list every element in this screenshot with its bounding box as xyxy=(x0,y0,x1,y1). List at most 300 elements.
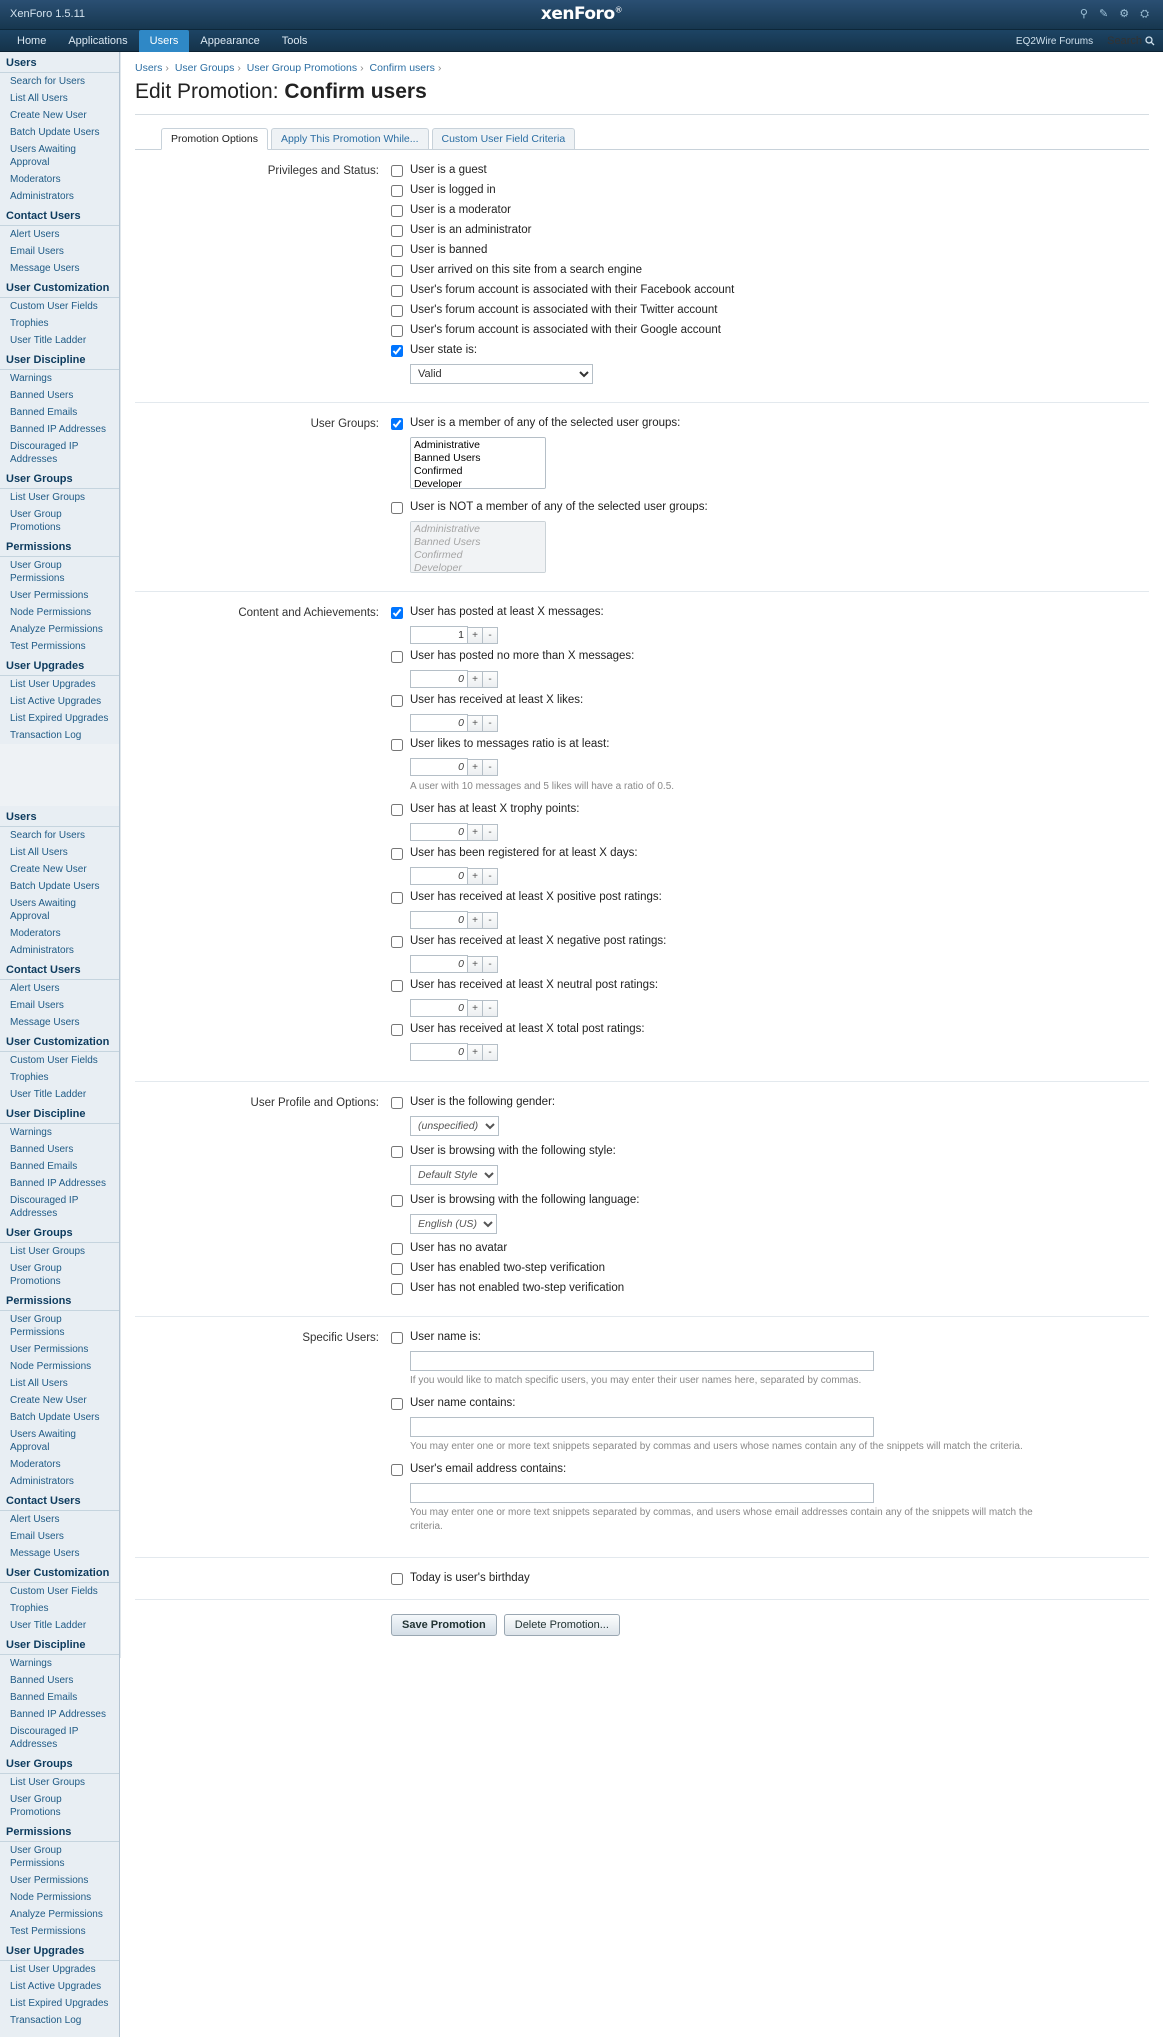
sidebar-group-1 xyxy=(0,52,119,744)
checkbox-posted-no-more-than[interactable] xyxy=(391,651,403,663)
delete-promotion-button[interactable]: Delete Promotion... xyxy=(504,1614,620,1636)
label-received-likes[interactable]: User has received at least X likes: xyxy=(410,694,584,706)
list-item xyxy=(0,1158,119,1175)
input-negative-ratings[interactable] xyxy=(410,955,468,973)
checkbox-style[interactable] xyxy=(391,1146,403,1158)
breadcrumb-sep: › xyxy=(437,62,442,74)
sidebar2-item-analyze-permissions-b[interactable]: Analyze Permissions xyxy=(10,1909,103,1920)
checkbox-row-neutral-ratings[interactable] xyxy=(391,979,1149,992)
breadcrumb-user-groups[interactable]: User Groups xyxy=(174,62,235,74)
sidebar2-item-administrators-b[interactable]: Administrators xyxy=(10,1476,74,1487)
sidebar2-item-node-permissions[interactable]: Node Permissions xyxy=(10,1361,92,1372)
checkbox-row-user-is-guest[interactable] xyxy=(391,164,1149,177)
list-item xyxy=(0,1995,119,2012)
sidebar-item-trophies[interactable]: Trophies xyxy=(10,318,49,329)
sidebar-item-search-for-users[interactable]: Search for Users xyxy=(10,76,86,87)
sidebar2-item-banned-ip-addresses[interactable]: Banned IP Addresses xyxy=(10,1178,106,1189)
checkbox-row-user-name-is[interactable] xyxy=(391,1331,1149,1344)
stepper-plus-posted-no-more-than[interactable]: + xyxy=(468,671,483,688)
section-content-and-achievements xyxy=(135,592,1149,1082)
list-item xyxy=(0,844,119,861)
label-no-avatar[interactable]: User has no avatar xyxy=(410,1242,508,1254)
sidebar-item-test-permissions[interactable]: Test Permissions xyxy=(10,641,86,652)
checkbox-row-user-name-contains[interactable] xyxy=(391,1397,1149,1410)
sidebar2-item-warnings[interactable]: Warnings xyxy=(10,1127,52,1138)
stepper-plus-trophy-points[interactable]: + xyxy=(468,824,483,841)
label-negative-ratings[interactable]: User has received at least X negative post ratings: xyxy=(410,935,667,947)
checkbox-row-no-avatar[interactable] xyxy=(391,1242,1149,1255)
sidebar-item-user-group-permissions[interactable]: User Group Permissions xyxy=(10,560,65,584)
checkbox-arrived-from-search-engine[interactable] xyxy=(391,265,403,277)
nav-item-applications[interactable]: Applications xyxy=(68,35,128,47)
checkbox-user-is-banned[interactable] xyxy=(391,245,403,257)
sidebar-item-moderators[interactable]: Moderators xyxy=(10,174,61,185)
checkbox-negative-ratings[interactable] xyxy=(391,936,403,948)
sidebar-list xyxy=(0,1655,119,1753)
label-arrived-from-search-engine[interactable]: User arrived on this site from a search engine xyxy=(410,264,643,276)
profile-options xyxy=(391,1096,1149,1302)
checkbox-row-tfa-enabled[interactable] xyxy=(391,1262,1149,1275)
sidebar2-item-list-user-groups[interactable]: List User Groups xyxy=(10,1246,86,1257)
stepper-negative-ratings xyxy=(410,955,1149,973)
sidebar2-item-list-all-users[interactable]: List All Users xyxy=(10,847,68,858)
sidebar2-item-email-users[interactable]: Email Users xyxy=(10,1000,64,1011)
stepper-minus-total-ratings[interactable]: - xyxy=(483,1044,498,1061)
sidebar2-item-create-new-user-b[interactable]: Create New User xyxy=(10,1395,87,1406)
section-privileges-and-status xyxy=(135,150,1149,403)
sidebar2-item-trophies-b[interactable]: Trophies xyxy=(10,1603,49,1614)
input-neutral-ratings[interactable] xyxy=(410,999,468,1017)
checkbox-likes-ratio[interactable] xyxy=(391,739,403,751)
label-positive-ratings[interactable]: User has received at least X positive post ratings: xyxy=(410,891,662,903)
list-item xyxy=(0,1906,119,1923)
checkbox-row-arrived-from-search-engine[interactable] xyxy=(391,264,1149,277)
label-email-contains[interactable]: User's email address contains: xyxy=(410,1463,567,1475)
app-logo xyxy=(0,4,1163,24)
label-user-is-logged-in[interactable]: User is logged in xyxy=(410,184,496,196)
checkbox-row-tfa-not-enabled[interactable] xyxy=(391,1282,1149,1295)
checkbox-birthday[interactable] xyxy=(391,1573,403,1585)
checkbox-row-birthday[interactable] xyxy=(391,1572,1149,1585)
hint-email-contains: You may enter one or more text snippets separated by commas, and users whose email addresses contain any of the snippets will match the criteria. xyxy=(410,1507,1033,1532)
list-item xyxy=(0,260,119,277)
sidebar2-item-moderators[interactable]: Moderators xyxy=(10,928,61,939)
list-item xyxy=(0,1124,119,1141)
forums-link[interactable]: EQ2Wire Forums xyxy=(1015,35,1094,47)
app-version: XenForo 1.5.11 xyxy=(10,8,86,20)
checkbox-user-name-is[interactable] xyxy=(391,1332,403,1344)
sidebar2-item-list-user-upgrades-b[interactable]: List User Upgrades xyxy=(10,1964,96,1975)
input-trophy-points[interactable] xyxy=(410,823,468,841)
checkbox-row-user-is-banned[interactable] xyxy=(391,244,1149,257)
checkbox-row-registered-days[interactable] xyxy=(391,847,1149,860)
option-ngroup-confirmed xyxy=(412,549,544,562)
list-item xyxy=(0,1243,119,1260)
checkbox-row-not-member-of-groups[interactable] xyxy=(391,501,1149,514)
label-style[interactable]: User is browsing with the following style: xyxy=(410,1145,616,1157)
label-trophy-points[interactable]: User has at least X trophy points: xyxy=(410,803,580,815)
page-title-prefix: Edit Promotion: xyxy=(135,80,285,103)
tab-promotion-options[interactable]: Promotion Options xyxy=(161,128,268,150)
checkbox-positive-ratings[interactable] xyxy=(391,892,403,904)
sidebar2-item-banned-ip-addresses-b[interactable]: Banned IP Addresses xyxy=(10,1709,106,1720)
option-group-developer xyxy=(412,478,544,489)
sidebar2-item-user-group-promotions-b[interactable]: User Group Promotions xyxy=(10,1794,62,1818)
checkbox-row-user-is-administrator[interactable] xyxy=(391,224,1149,237)
top-bar xyxy=(0,0,1163,30)
sidebar2-item-banned-users-b[interactable]: Banned Users xyxy=(10,1675,74,1686)
select-language[interactable] xyxy=(410,1214,497,1234)
sidebar-list xyxy=(0,1961,119,2029)
nav-search[interactable] xyxy=(1107,35,1155,47)
checkbox-row-gender[interactable] xyxy=(391,1096,1149,1109)
tab-apply-this-promotion-while[interactable]: Apply This Promotion While... xyxy=(271,128,429,149)
stepper-plus-registered-days[interactable]: + xyxy=(468,868,483,885)
label-user-is-guest[interactable]: User is a guest xyxy=(410,164,487,176)
checkbox-neutral-ratings[interactable] xyxy=(391,980,403,992)
list-item xyxy=(0,1961,119,1978)
checkbox-row-email-contains[interactable] xyxy=(391,1463,1149,1476)
checkbox-row-posted-no-more-than[interactable] xyxy=(391,650,1149,663)
sidebar-item-banned-emails[interactable]: Banned Emails xyxy=(10,407,78,418)
checkbox-row-facebook-associated[interactable] xyxy=(391,284,1149,297)
list-item xyxy=(0,1583,119,1600)
sidebar2-item-custom-user-fields[interactable]: Custom User Fields xyxy=(10,1055,98,1066)
sidebar2-item-list-user-groups-b[interactable]: List User Groups xyxy=(10,1777,86,1788)
user-name-contains-input-wrap xyxy=(410,1417,1149,1442)
checkbox-row-language[interactable] xyxy=(391,1194,1149,1207)
stepper-minus-received-likes[interactable]: - xyxy=(483,715,498,732)
label-tfa-enabled[interactable]: User has enabled two-step verification xyxy=(410,1262,605,1274)
sidebar2-item-node-permissions-b[interactable]: Node Permissions xyxy=(10,1892,92,1903)
checkbox-tfa-enabled[interactable] xyxy=(391,1263,403,1275)
sidebar2-item-user-group-permissions[interactable]: User Group Permissions xyxy=(10,1314,65,1338)
list-item xyxy=(0,1426,119,1456)
input-received-likes[interactable] xyxy=(410,714,468,732)
sidebar-item-email-users[interactable]: Email Users xyxy=(10,246,64,257)
stepper-plus-negative-ratings[interactable]: + xyxy=(468,956,483,973)
select-member-user-groups[interactable] xyxy=(410,437,546,489)
form-actions xyxy=(135,1600,1149,1658)
sidebar2-item-user-group-permissions-b[interactable]: User Group Permissions xyxy=(10,1845,65,1869)
label-not-member-of-groups[interactable]: User is NOT a member of any of the selected user groups: xyxy=(410,501,708,513)
tab-custom-user-field-criteria[interactable]: Custom User Field Criteria xyxy=(432,128,576,149)
user-name-is-input-wrap xyxy=(410,1351,1149,1376)
topbar-icon-group[interactable]: ⚲ ✎ ⚙ ⛭ xyxy=(1079,8,1153,20)
specific-users-options xyxy=(391,1331,1149,1543)
list-item xyxy=(0,727,119,744)
checkbox-row-likes-ratio[interactable] xyxy=(391,738,1149,751)
sidebar2-item-banned-emails-b[interactable]: Banned Emails xyxy=(10,1692,78,1703)
stepper-minus-positive-ratings[interactable]: - xyxy=(483,912,498,929)
label-language[interactable]: User is browsing with the following language: xyxy=(410,1194,640,1206)
input-user-name-is[interactable] xyxy=(410,1351,874,1371)
checkbox-row-total-ratings[interactable] xyxy=(391,1023,1149,1036)
sidebar2-item-batch-update-users-b[interactable]: Batch Update Users xyxy=(10,1412,100,1423)
label-neutral-ratings[interactable]: User has received at least X neutral post ratings: xyxy=(410,979,659,991)
stepper-plus-neutral-ratings[interactable]: + xyxy=(468,1000,483,1017)
sidebar2-item-discouraged-ip-addresses-b[interactable]: Discouraged IP Addresses xyxy=(10,1726,79,1750)
privileges-options xyxy=(391,164,1149,388)
sidebar-item-banned-ip-addresses[interactable]: Banned IP Addresses xyxy=(10,424,106,435)
label-registered-days[interactable]: User has been registered for at least X days: xyxy=(410,847,638,859)
label-twitter-associated[interactable]: User's forum account is associated with their Twitter account xyxy=(410,304,718,316)
input-user-name-contains[interactable] xyxy=(410,1417,874,1437)
input-email-contains[interactable] xyxy=(410,1483,874,1503)
sidebar-item-users-awaiting-approval[interactable]: Users Awaiting Approval xyxy=(10,144,76,168)
sidebar2-item-test-permissions-b[interactable]: Test Permissions xyxy=(10,1926,86,1937)
sidebar2-item-batch-update-users[interactable]: Batch Update Users xyxy=(10,881,100,892)
checkbox-user-is-logged-in[interactable] xyxy=(391,185,403,197)
label-google-associated[interactable]: User's forum account is associated with their Google account xyxy=(410,324,721,336)
member-groups-select-wrap xyxy=(410,437,1149,493)
sidebar2-item-user-title-ladder-b[interactable]: User Title Ladder xyxy=(10,1620,87,1631)
checkbox-tfa-not-enabled[interactable] xyxy=(391,1283,403,1295)
checkbox-no-avatar[interactable] xyxy=(391,1243,403,1255)
nav-item-tools[interactable]: Tools xyxy=(281,35,308,47)
section-user-profile-and-options xyxy=(135,1082,1149,1317)
label-posted-no-more-than[interactable]: User has posted no more than X messages: xyxy=(410,650,635,662)
select-style[interactable] xyxy=(410,1165,498,1185)
list-item xyxy=(0,693,119,710)
stepper-minus-neutral-ratings[interactable]: - xyxy=(483,1000,498,1017)
sidebar-list xyxy=(0,489,119,536)
list-item xyxy=(0,710,119,727)
sidebar-section-title: Contact Users xyxy=(0,205,119,226)
sidebar-item-administrators[interactable]: Administrators xyxy=(10,191,74,202)
checkbox-registered-days[interactable] xyxy=(391,848,403,860)
checkbox-user-is-moderator[interactable] xyxy=(391,205,403,217)
list-item xyxy=(0,1175,119,1192)
sidebar-section-title: User Customization xyxy=(0,277,119,298)
list-item xyxy=(0,387,119,404)
input-registered-days[interactable] xyxy=(410,867,468,885)
sidebar2-item-user-group-promotions[interactable]: User Group Promotions xyxy=(10,1263,62,1287)
sidebar-item-custom-user-fields[interactable]: Custom User Fields xyxy=(10,301,98,312)
checkbox-row-received-likes[interactable] xyxy=(391,694,1149,707)
sidebar-item-message-users[interactable]: Message Users xyxy=(10,263,80,274)
input-likes-ratio[interactable] xyxy=(410,758,468,776)
sidebar2-item-administrators[interactable]: Administrators xyxy=(10,945,74,956)
sidebar2-item-moderators-b[interactable]: Moderators xyxy=(10,1459,61,1470)
stepper-minus-posted-at-least[interactable]: - xyxy=(483,627,498,644)
sidebar2-item-transaction-log-b[interactable]: Transaction Log xyxy=(10,2015,82,2026)
select-gender[interactable] xyxy=(410,1116,499,1136)
checkbox-google-associated[interactable] xyxy=(391,325,403,337)
sidebar2-item-warnings-b[interactable]: Warnings xyxy=(10,1658,52,1669)
stepper-plus-received-likes[interactable]: + xyxy=(468,715,483,732)
sidebar2-item-users-awaiting-approval-b[interactable]: Users Awaiting Approval xyxy=(10,1429,76,1453)
label-user-name-is[interactable]: User name is: xyxy=(410,1331,481,1343)
stepper-likes-ratio xyxy=(410,758,1149,776)
sidebar2-item-discouraged-ip-addresses[interactable]: Discouraged IP Addresses xyxy=(10,1195,79,1219)
checkbox-row-member-of-groups[interactable] xyxy=(391,417,1149,430)
sidebar2-item-user-title-ladder[interactable]: User Title Ladder xyxy=(10,1089,87,1100)
checkbox-row-google-associated[interactable] xyxy=(391,324,1149,337)
checkbox-email-contains[interactable] xyxy=(391,1464,403,1476)
checkbox-row-posted-at-least[interactable] xyxy=(391,606,1149,619)
label-posted-at-least[interactable]: User has posted at least X messages: xyxy=(410,606,604,618)
section-label-privileges: Privileges and Status: xyxy=(267,165,379,177)
sidebar-item-analyze-permissions[interactable]: Analyze Permissions xyxy=(10,624,103,635)
stepper-minus-negative-ratings[interactable]: - xyxy=(483,956,498,973)
checkbox-twitter-associated[interactable] xyxy=(391,305,403,317)
nav-item-appearance[interactable]: Appearance xyxy=(200,35,260,47)
sidebar-item-alert-users[interactable]: Alert Users xyxy=(10,229,60,240)
stepper-minus-trophy-points[interactable]: - xyxy=(483,824,498,841)
list-item xyxy=(0,1069,119,1086)
stepper-minus-likes-ratio[interactable]: - xyxy=(483,759,498,776)
sidebar2-item-alert-users-b[interactable]: Alert Users xyxy=(10,1514,60,1525)
sidebar2-item-custom-user-fields-b[interactable]: Custom User Fields xyxy=(10,1586,98,1597)
label-user-is-administrator[interactable]: User is an administrator xyxy=(410,224,532,236)
input-posted-no-more-than[interactable] xyxy=(410,670,468,688)
select-user-state[interactable] xyxy=(410,364,593,384)
label-likes-ratio[interactable]: User likes to messages ratio is at least: xyxy=(410,738,610,750)
sidebar2-item-banned-emails[interactable]: Banned Emails xyxy=(10,1161,78,1172)
label-tfa-not-enabled[interactable]: User has not enabled two-step verification xyxy=(410,1282,625,1294)
sidebar-item-node-permissions[interactable]: Node Permissions xyxy=(10,607,92,618)
checkbox-row-twitter-associated[interactable] xyxy=(391,304,1149,317)
checkbox-row-user-is-moderator[interactable] xyxy=(391,204,1149,217)
sidebar2-item-user-permissions[interactable]: User Permissions xyxy=(10,1344,89,1355)
sidebar2-item-list-all-users-b[interactable]: List All Users xyxy=(10,1378,68,1389)
label-total-ratings[interactable]: User has received at least X total post ratings: xyxy=(410,1023,645,1035)
stepper-plus-total-ratings[interactable]: + xyxy=(468,1044,483,1061)
checkbox-row-negative-ratings[interactable] xyxy=(391,935,1149,948)
breadcrumb-users[interactable]: Users xyxy=(135,62,163,74)
sidebar-list xyxy=(0,1842,119,1940)
list-item xyxy=(0,1978,119,1995)
checkbox-gender[interactable] xyxy=(391,1097,403,1109)
label-user-is-banned[interactable]: User is banned xyxy=(410,244,488,256)
list-item xyxy=(0,1842,119,1872)
checkbox-facebook-associated[interactable] xyxy=(391,285,403,297)
sidebar2-section-title: User Customization xyxy=(0,1031,119,1052)
sidebar2-item-user-permissions-b[interactable]: User Permissions xyxy=(10,1875,89,1886)
list-item xyxy=(0,1260,119,1290)
sidebar2-item-alert-users[interactable]: Alert Users xyxy=(10,983,60,994)
sidebar2-item-email-users-b[interactable]: Email Users xyxy=(10,1531,64,1542)
main-content xyxy=(120,52,1163,1658)
sidebar2-item-banned-users[interactable]: Banned Users xyxy=(10,1144,74,1155)
sidebar2-item-message-users-b[interactable]: Message Users xyxy=(10,1548,80,1559)
sidebar-item-list-expired-upgrades[interactable]: List Expired Upgrades xyxy=(10,713,109,724)
search-label: Search xyxy=(1107,35,1142,47)
breadcrumb-sep: › xyxy=(237,62,241,74)
stepper-minus-posted-no-more-than[interactable]: - xyxy=(483,671,498,688)
sidebar-item-discouraged-ip-addresses[interactable]: Discouraged IP Addresses xyxy=(10,441,79,465)
nav-item-users[interactable]: Users xyxy=(139,30,190,52)
breadcrumb-user-group-promotions[interactable]: User Group Promotions xyxy=(246,62,358,74)
email-contains-input-wrap xyxy=(410,1483,1149,1508)
list-item xyxy=(0,1511,119,1528)
sidebar-item-user-group-promotions[interactable]: User Group Promotions xyxy=(10,509,62,533)
checkbox-row-trophy-points[interactable] xyxy=(391,803,1149,816)
section-birthday xyxy=(135,1558,1149,1600)
checkbox-row-positive-ratings[interactable] xyxy=(391,891,1149,904)
sidebar-item-batch-update-users[interactable]: Batch Update Users xyxy=(10,127,100,138)
sidebar2-item-create-new-user[interactable]: Create New User xyxy=(10,864,87,875)
input-positive-ratings[interactable] xyxy=(410,911,468,929)
sidebar-list xyxy=(0,980,119,1031)
checkbox-total-ratings[interactable] xyxy=(391,1024,403,1036)
sidebar-item-user-title-ladder[interactable]: User Title Ladder xyxy=(10,335,87,346)
sidebar-item-banned-users[interactable]: Banned Users xyxy=(10,390,74,401)
input-total-ratings[interactable] xyxy=(410,1043,468,1061)
sidebar-list xyxy=(0,370,119,468)
list-item xyxy=(0,557,119,587)
sidebar-item-list-all-users[interactable]: List All Users xyxy=(10,93,68,104)
checkbox-user-is-guest[interactable] xyxy=(391,165,403,177)
label-user-state-is[interactable]: User state is: xyxy=(410,344,478,356)
list-item xyxy=(0,1473,119,1490)
checkbox-row-user-state-is[interactable] xyxy=(391,344,1149,357)
label-birthday[interactable]: Today is user's birthday xyxy=(410,1572,530,1584)
sidebar-list xyxy=(0,73,119,205)
checkbox-row-style[interactable] xyxy=(391,1145,1149,1158)
checkbox-row-user-is-logged-in[interactable] xyxy=(391,184,1149,197)
sidebar2-item-message-users[interactable]: Message Users xyxy=(10,1017,80,1028)
stepper-plus-posted-at-least[interactable]: + xyxy=(468,627,483,644)
label-user-is-moderator[interactable]: User is a moderator xyxy=(410,204,511,216)
sidebar-item-create-new-user[interactable]: Create New User xyxy=(10,110,87,121)
checkbox-language[interactable] xyxy=(391,1195,403,1207)
sidebar-item-list-active-upgrades[interactable]: List Active Upgrades xyxy=(10,696,102,707)
sidebar2-item-search-for-users[interactable]: Search for Users xyxy=(10,830,86,841)
checkbox-trophy-points[interactable] xyxy=(391,804,403,816)
list-item xyxy=(0,827,119,844)
sidebar2-section-title: User Discipline xyxy=(0,1103,119,1124)
option-group-administrative xyxy=(412,439,544,452)
checkbox-user-state-is[interactable] xyxy=(391,345,403,357)
save-promotion-button[interactable]: Save Promotion xyxy=(391,1614,497,1636)
nav-item-home[interactable]: Home xyxy=(17,35,47,47)
sidebar-item-list-user-upgrades[interactable]: List User Upgrades xyxy=(10,679,96,690)
sidebar-item-user-permissions[interactable]: User Permissions xyxy=(10,590,89,601)
checkbox-user-name-contains[interactable] xyxy=(391,1398,403,1410)
label-member-of-groups[interactable]: User is a member of any of the selected user groups: xyxy=(410,417,681,429)
sidebar-list xyxy=(0,1052,119,1103)
sidebar-item-transaction-log[interactable]: Transaction Log xyxy=(10,730,82,741)
checkbox-member-of-groups[interactable] xyxy=(391,418,403,430)
checkbox-not-member-of-groups[interactable] xyxy=(391,502,403,514)
checkbox-posted-at-least[interactable] xyxy=(391,607,403,619)
stepper-plus-likes-ratio[interactable]: + xyxy=(468,759,483,776)
checkbox-received-likes[interactable] xyxy=(391,695,403,707)
sidebar-list xyxy=(0,1583,119,1634)
sidebar2-item-users-awaiting-approval[interactable]: Users Awaiting Approval xyxy=(10,898,76,922)
sidebar-list xyxy=(0,1774,119,1821)
input-posted-at-least[interactable] xyxy=(410,626,468,644)
sidebar2-item-list-expired-upgrades-b[interactable]: List Expired Upgrades xyxy=(10,1998,109,2009)
sidebar-item-list-user-groups[interactable]: List User Groups xyxy=(10,492,86,503)
hint-likes-ratio: A user with 10 messages and 5 likes will have a ratio of 0.5. xyxy=(410,781,675,792)
select-not-member-user-groups[interactable] xyxy=(410,521,546,573)
sidebar2-item-list-active-upgrades-b[interactable]: List Active Upgrades xyxy=(10,1981,102,1992)
label-user-name-contains[interactable]: User name contains: xyxy=(410,1397,516,1409)
sidebar-item-warnings[interactable]: Warnings xyxy=(10,373,52,384)
label-facebook-associated[interactable]: User's forum account is associated with their Facebook account xyxy=(410,284,735,296)
sidebar2-section-title: User Discipline xyxy=(0,1634,119,1655)
stepper-plus-positive-ratings[interactable]: + xyxy=(468,912,483,929)
checkbox-user-is-administrator[interactable] xyxy=(391,225,403,237)
list-item xyxy=(0,895,119,925)
stepper-minus-registered-days[interactable]: - xyxy=(483,868,498,885)
breadcrumb-confirm-users[interactable]: Confirm users xyxy=(369,62,435,74)
sidebar2-item-trophies[interactable]: Trophies xyxy=(10,1072,49,1083)
label-gender[interactable]: User is the following gender: xyxy=(410,1096,556,1108)
